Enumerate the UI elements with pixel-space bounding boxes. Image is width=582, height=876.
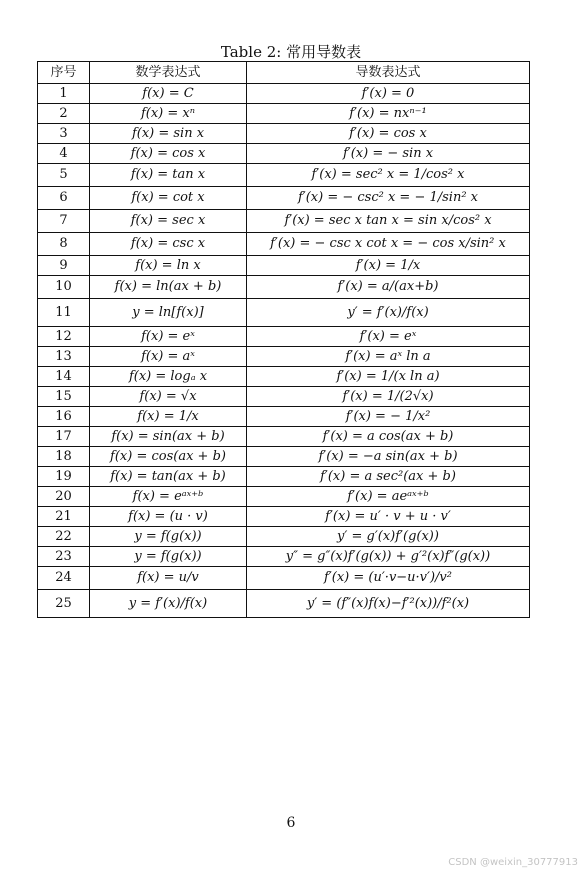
table-row — [38, 547, 530, 567]
row-expression: f(x) = xⁿ — [90, 104, 247, 124]
row-derivative: f′(x) = − 1/x² — [247, 407, 530, 427]
table-row — [38, 507, 530, 527]
row-derivative: f′(x) = 1/(2√x) — [247, 387, 530, 407]
row-number: 18 — [38, 447, 90, 467]
table-row — [38, 299, 530, 327]
table-row — [38, 407, 530, 427]
table-row — [38, 256, 530, 276]
row-derivative: f′(x) = cos x — [247, 124, 530, 144]
table-row — [38, 387, 530, 407]
table-row — [38, 144, 530, 164]
row-expression: f(x) = sin(ax + b) — [90, 427, 247, 447]
row-expression: f(x) = cos(ax + b) — [90, 447, 247, 467]
table-row — [38, 567, 530, 590]
row-expression: y = ln[f(x)] — [90, 299, 247, 327]
row-number: 16 — [38, 407, 90, 427]
row-expression: f(x) = logₐ x — [90, 367, 247, 387]
row-expression: f(x) = eᵃˣ⁺ᵇ — [90, 487, 247, 507]
row-derivative: f′(x) = − csc² x = − 1/sin² x — [247, 187, 530, 210]
row-derivative: f′(x) = 1/x — [247, 256, 530, 276]
row-number: 5 — [38, 164, 90, 187]
row-number: 23 — [38, 547, 90, 567]
table-row — [38, 276, 530, 299]
row-expression: f(x) = ln x — [90, 256, 247, 276]
row-number: 17 — [38, 427, 90, 447]
row-derivative: y′ = f′(x)/f(x) — [247, 299, 530, 327]
row-expression: f(x) = (u · v) — [90, 507, 247, 527]
row-derivative: y′ = g′(x)f′(g(x)) — [247, 527, 530, 547]
row-number: 6 — [38, 187, 90, 210]
header-number: 序号 — [38, 62, 90, 84]
derivative-table — [37, 61, 530, 618]
row-number: 8 — [38, 233, 90, 256]
row-number: 24 — [38, 567, 90, 590]
header-expression: 数学表达式 — [90, 62, 247, 84]
table-header-row — [38, 62, 530, 84]
row-number: 14 — [38, 367, 90, 387]
row-expression: f(x) = sec x — [90, 210, 247, 233]
row-number: 1 — [38, 84, 90, 104]
row-derivative: f′(x) = sec² x = 1/cos² x — [247, 164, 530, 187]
row-number: 20 — [38, 487, 90, 507]
table-row — [38, 210, 530, 233]
table-row — [38, 104, 530, 124]
row-expression: y = f(g(x)) — [90, 547, 247, 567]
row-number: 22 — [38, 527, 90, 547]
row-derivative: f′(x) = a cos(ax + b) — [247, 427, 530, 447]
row-number: 12 — [38, 327, 90, 347]
row-number: 4 — [38, 144, 90, 164]
table-row — [38, 347, 530, 367]
row-expression: f(x) = √x — [90, 387, 247, 407]
row-derivative: f′(x) = u′ · v + u · v′ — [247, 507, 530, 527]
table-row — [38, 327, 530, 347]
row-expression: f(x) = tan(ax + b) — [90, 467, 247, 487]
table-row — [38, 233, 530, 256]
row-derivative: f′(x) = 0 — [247, 84, 530, 104]
row-number: 15 — [38, 387, 90, 407]
table-row — [38, 590, 530, 618]
page-number: 6 — [286, 815, 296, 831]
row-derivative: f′(x) = a sec²(ax + b) — [247, 467, 530, 487]
row-expression: f(x) = csc x — [90, 233, 247, 256]
row-number: 25 — [38, 590, 90, 618]
row-number: 7 — [38, 210, 90, 233]
table-row — [38, 124, 530, 144]
row-derivative: f′(x) = 1/(x ln a) — [247, 367, 530, 387]
row-expression: y = f(g(x)) — [90, 527, 247, 547]
header-derivative: 导数表达式 — [247, 62, 530, 84]
row-derivative: f′(x) = a/(ax+b) — [247, 276, 530, 299]
row-number: 3 — [38, 124, 90, 144]
row-expression: f(x) = eˣ — [90, 327, 247, 347]
table-caption: Table 2: 常用导数表 — [220, 43, 362, 61]
row-expression: f(x) = C — [90, 84, 247, 104]
row-derivative: y′ = (f″(x)f(x)−f′²(x))/f²(x) — [247, 590, 530, 618]
row-number: 2 — [38, 104, 90, 124]
row-derivative: f′(x) = −a sin(ax + b) — [247, 447, 530, 467]
row-derivative: f′(x) = − sin x — [247, 144, 530, 164]
row-derivative: f′(x) = aˣ ln a — [247, 347, 530, 367]
row-derivative: f′(x) = − csc x cot x = − cos x/sin² x — [247, 233, 530, 256]
table-row — [38, 527, 530, 547]
row-expression: f(x) = cos x — [90, 144, 247, 164]
row-number: 11 — [38, 299, 90, 327]
row-expression: f(x) = ln(ax + b) — [90, 276, 247, 299]
row-derivative: y″ = g″(x)f′(g(x)) + g′²(x)f″(g(x)) — [247, 547, 530, 567]
row-number: 19 — [38, 467, 90, 487]
row-number: 13 — [38, 347, 90, 367]
table-row — [38, 447, 530, 467]
table-row — [38, 164, 530, 187]
row-number: 10 — [38, 276, 90, 299]
row-derivative: f′(x) = nxⁿ⁻¹ — [247, 104, 530, 124]
row-expression: f(x) = u/v — [90, 567, 247, 590]
row-derivative: f′(x) = (u′·v−u·v′)/v² — [247, 567, 530, 590]
table-row — [38, 487, 530, 507]
row-derivative: f′(x) = sec x tan x = sin x/cos² x — [247, 210, 530, 233]
row-expression: f(x) = aˣ — [90, 347, 247, 367]
table-row — [38, 84, 530, 104]
row-expression: y = f′(x)/f(x) — [90, 590, 247, 618]
row-number: 21 — [38, 507, 90, 527]
table-row — [38, 427, 530, 447]
table-row — [38, 367, 530, 387]
watermark: CSDN @weixin_30777913 — [448, 857, 578, 868]
table-row — [38, 187, 530, 210]
table-row — [38, 467, 530, 487]
row-derivative: f′(x) = eˣ — [247, 327, 530, 347]
row-expression: f(x) = 1/x — [90, 407, 247, 427]
row-derivative: f′(x) = aeᵃˣ⁺ᵇ — [247, 487, 530, 507]
row-expression: f(x) = cot x — [90, 187, 247, 210]
table-body — [38, 84, 530, 618]
row-number: 9 — [38, 256, 90, 276]
row-expression: f(x) = tan x — [90, 164, 247, 187]
row-expression: f(x) = sin x — [90, 124, 247, 144]
